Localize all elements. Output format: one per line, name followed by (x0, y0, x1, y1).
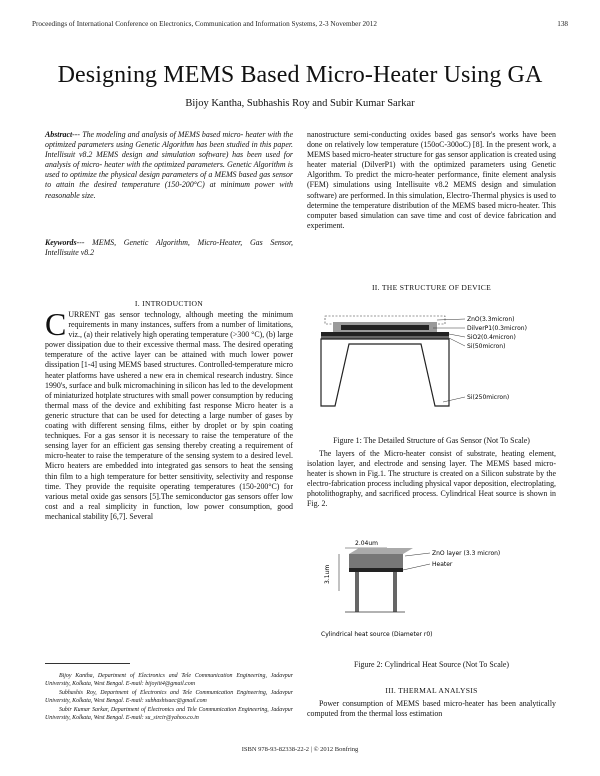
fig2-heater-label: Heater (432, 561, 453, 568)
section-heading-thermal: III. THERMAL ANALYSIS (385, 686, 478, 695)
structure-body: The layers of the Micro-heater consist of substrate, heating element, isolation layer, and electrode and sensing layer. The MEMS based micro-heater is shown in Fig.1. The structure is created on a Silicon substrate by the electro-fabrication process including physical vapor deposition, electroplating, photolithography, and sacrificed process. Cylindrical Heat source is shown in Fig. 2. (307, 449, 556, 509)
thermal-body: Power consumption of MEMS based micro-heater has been analytically computed from the thermal loss estimation (307, 699, 556, 719)
keywords-label: Keywords--- (45, 238, 85, 247)
abstract-label: Abstract--- (45, 130, 81, 139)
footnote: Subir Kumar Sarkar, Department of Electronics and Tele Communication Engineering, Jadavpur University, Kolkata, West Bengal. E-mail: su_sircir@yahoo.co.in (45, 706, 293, 722)
proceedings-title: Proceedings of International Conference on Electronics, Communication and Information Systems, 2-3 November 2012 (32, 20, 377, 28)
section-heading-introduction: I. INTRODUCTION (134, 299, 204, 308)
fig1-label-dilver: DilverP1(0.3micron) (467, 325, 527, 332)
figure-1-caption: Figure 1: The Detailed Structure of Gas Sensor (Not To Scale) (333, 436, 530, 445)
fig1-label-sio2: SiO2(0.4micron) (467, 334, 516, 341)
fig1-leader (443, 397, 465, 402)
keywords-text: MEMS, Genetic Algorithm, Micro-Heater, Gas Sensor, Intellisuite v8.2 (45, 238, 293, 258)
keywords (45, 238, 293, 258)
paper-title: Designing MEMS Based Micro-Heater Using GA (57, 62, 543, 88)
footnote-divider (45, 663, 130, 664)
right-column-intro-continued: nanostructure semi-conducting oxides based gas sensor's works have been done on relatively low temperature (150oC-300oC) [8]. In the present work, a MEMS based micro-heater structure for gas sensor application is created using heater material (DilverP1) with the optimized parameters using Genetic Algorithm. To predict the micro-heater performance, finite element analysis (FEM) simulations using Intellisuite v8.2 MEMS design and simulation software) are performed. In this simulation, Electro-Thermal physics is used to determine the temperature distribution of the MEMS based micro-heater. This computer based simulation can save time and cost of device fabrication and experiment. (307, 130, 556, 230)
fig1-leader (449, 334, 465, 337)
section-heading-structure: II. THE STRUCTURE OF DEVICE (371, 283, 492, 292)
fig2-zno-top (349, 548, 413, 554)
fig2-heater-bar (349, 568, 403, 572)
footnote: Subhashis Roy, Department of Electronics and Tele Communication Engineering, Jadavpur University, Kolkata, West Bengal. E-mail: subhashisaec@gmail.com (45, 689, 293, 705)
page-number: 138 (557, 20, 568, 28)
fig2-support-leg (355, 572, 359, 612)
fig2-support-leg (393, 572, 397, 612)
fig1-label-si-thin: Si(50micron) (467, 343, 506, 350)
drop-cap: C (45, 306, 67, 342)
fig2-zno-arrow (405, 553, 430, 556)
fig2-source-label: Cylindrical heat source (Diameter r0) (321, 631, 433, 638)
footnote: Bijoy Kantha, Department of Electronics and Tele Communication Engineering, Jadavpur University, Kolkata, West Bengal. E-mail: bijoyiit4@gmail.com (45, 673, 293, 688)
running-header (32, 20, 568, 28)
author-footnotes (45, 672, 293, 722)
introduction-text: URRENT gas sensor technology, although meeting the minimum requirements in many instances, suffers from a number of limitations, viz., (a) their relatively high operating temperature (>300 °C), (b) large power dissipation due to their excessive thermal mass. The desired operating temperature of the active layer can be attained with much lower power dissipation [1-4] using MEMS based structures. Controlled-temperature micro heater platforms have ushered a new era in chemical research industry. Since 1990's, surface and bulk micromachining in silicon has led to the development of miniaturized hotplate structures with small power consumption by reducing thermal mass of the device and exhibiting fast response Micro heater is a generic structure that can be used for detecting a large number of gases by coating with different sensing films, either by droplet or by spin coating techniques. For a gas sensor it is necessary to raise the temperature of the sensing layer for an efficient gas sensing thereby creating a requirement of micro-heater to raise the temperature of the sensing system to a desired level. Micro heaters are embedded into integrated gas sensors to heat the sensing thin film to a high temperature for better sensitivity, selectivity and response time. They provide the requisite operating temperatures (150-200°C) for various metal oxide gas sensors [5].The semiconductor gas sensors offer low cost and a real simplicity in function, low power consumption, good mechanical stability [6,7]. Several (45, 310, 293, 521)
figure-2-caption: Figure 2: Cylindrical Heat Source (Not To Scale) (353, 660, 510, 669)
page-footer: ISBN 978-93-82338-22-2 | © 2012 Bonfring (241, 746, 359, 753)
author-list: Bijoy Kantha, Subhashis Roy and Subir Kumar Sarkar (185, 98, 415, 109)
abstract (45, 130, 293, 201)
fig1-leader (437, 319, 465, 320)
fig2-heater-arrow (403, 564, 430, 570)
introduction-body (45, 306, 293, 522)
fig1-sio2-layer (321, 332, 449, 336)
abstract-text: The modeling and analysis of MEMS based micro- heater with the optimized parameters using Genetic Algorithm has been studied in this paper. Intellisuit v8.2 MEMS design and simulation software) has been used for analysis of micro- heater with the optimized parameters. Genetic Algorithm is used to optimize the physical design parameters of a MEMS based gas sensor to attain the desired temperature (150-200°C) at minimum power with reasonable size. (45, 130, 293, 200)
fig1-substrate-outline (321, 339, 449, 406)
fig2-width-label: 2.04um (355, 540, 379, 547)
fig1-leader (449, 338, 465, 346)
fig2-zno-block (349, 554, 403, 568)
figure-2-cylindrical-heat-source (315, 536, 550, 658)
fig2-zno-label: ZnO layer (3.3 micron) (432, 550, 501, 557)
figure-1-gas-sensor-structure (315, 306, 550, 431)
fig1-label-zno: ZnO(3.3micron) (467, 316, 515, 323)
fig2-height-label: 3.1um (324, 564, 331, 584)
fig1-heater-layer (341, 325, 429, 330)
fig1-label-si-thick: Si(250micron) (467, 394, 510, 401)
